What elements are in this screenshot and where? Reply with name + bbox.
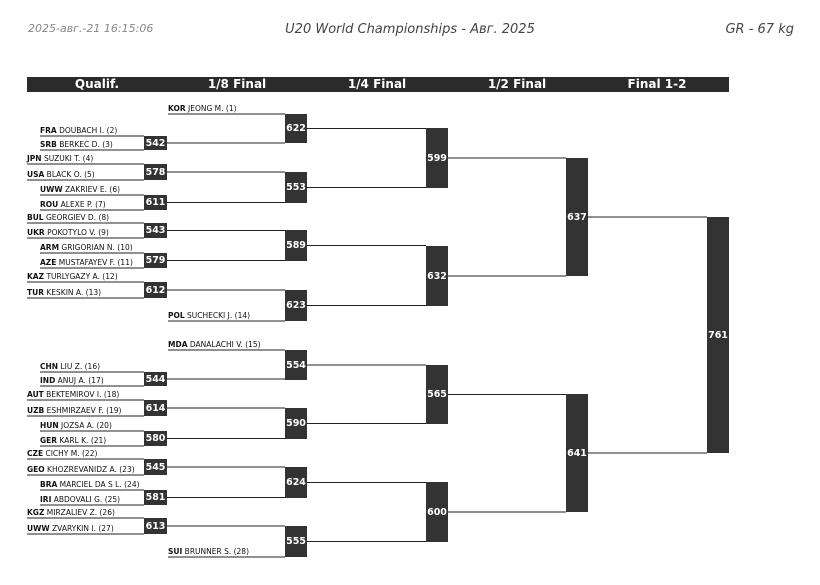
athlete-label: KHOZREVANIDZ A. (23) <box>44 465 135 474</box>
country-code: AUT <box>27 390 44 399</box>
athlete-label: KESKIN A. (13) <box>43 288 102 297</box>
athlete-name <box>27 228 109 237</box>
athlete-label: SUCHECKI J. (14) <box>184 311 251 320</box>
match-score-box: 637 <box>566 158 588 276</box>
country-code: KAZ <box>27 272 45 281</box>
country-code: SUI <box>168 547 183 556</box>
athlete-name <box>27 390 119 399</box>
country-code: BRA <box>40 480 58 489</box>
country-code: ARM <box>40 243 60 252</box>
athlete-name <box>40 421 112 430</box>
athlete-name <box>27 465 135 474</box>
athlete-label: ABDOVALI G. (25) <box>51 495 121 504</box>
match-score-box: 632 <box>426 246 448 306</box>
country-code: TUR <box>27 288 44 297</box>
weight-category: GR - 67 kg <box>725 22 794 37</box>
athlete-name <box>27 154 93 163</box>
athlete-name <box>168 104 237 113</box>
event-title: U20 World Championships - Авг. 2025 <box>285 22 535 37</box>
athlete-name <box>40 436 106 445</box>
athlete-label: DANALACHI V. (15) <box>187 340 261 349</box>
athlete-name <box>168 311 250 320</box>
match-score-box: 623 <box>285 290 307 321</box>
athlete-label: GRIGORIAN N. (10) <box>59 243 133 252</box>
country-code: USA <box>27 170 45 179</box>
match-score-box: 624 <box>285 467 307 498</box>
match-score-box: 600 <box>426 482 448 542</box>
athlete-name <box>40 140 113 149</box>
match-score-box: 555 <box>285 526 307 557</box>
athlete-name <box>27 288 101 297</box>
country-code: FRA <box>40 126 57 135</box>
athlete-label: LIU Z. (16) <box>58 362 101 371</box>
country-code: SRB <box>40 140 57 149</box>
athlete-label: TURLYGAZY A. (12) <box>44 272 118 281</box>
match-score-box: 553 <box>285 172 307 203</box>
athlete-label: ZAKRIEV E. (6) <box>62 185 121 194</box>
athlete-name <box>40 126 117 135</box>
match-score-box: 612 <box>144 282 167 298</box>
country-code: JPN <box>27 154 42 163</box>
country-code: HUN <box>40 421 59 430</box>
athlete-label: DOUBACH I. (2) <box>56 126 118 135</box>
country-code: GER <box>40 436 58 445</box>
country-code: UKR <box>27 228 45 237</box>
athlete-label: KARL K. (21) <box>57 436 107 445</box>
match-score-box: 614 <box>144 400 167 416</box>
athlete-label: MIRZALIEV Z. (26) <box>44 508 115 517</box>
match-score-box: 580 <box>145 433 166 444</box>
country-code: KGZ <box>27 508 45 517</box>
athlete-label: BEKTEMIROV I. (18) <box>43 390 120 399</box>
athlete-label: ESHMIRZAEV F. (19) <box>44 406 122 415</box>
match-score-box: 581 <box>145 492 166 503</box>
athlete-label: MARCIEL DA S L. (24) <box>57 480 140 489</box>
athlete-name <box>27 449 97 458</box>
athlete-name <box>27 508 115 517</box>
country-code: UWW <box>40 185 63 194</box>
country-code: ROU <box>40 200 59 209</box>
athlete-label: ANUJ A. (17) <box>55 376 104 385</box>
athlete-label: CICHY M. (22) <box>43 449 98 458</box>
country-code: UWW <box>27 524 50 533</box>
match-score-box: 578 <box>144 164 167 180</box>
country-code: IND <box>40 376 56 385</box>
match-score-box: 641 <box>566 394 588 512</box>
match-score-box: 761 <box>707 217 729 453</box>
country-code: AZE <box>40 258 57 267</box>
match-score-box: 565 <box>426 365 448 424</box>
match-score-box: 544 <box>145 373 166 385</box>
athlete-label: BRUNNER S. (28) <box>182 547 250 556</box>
match-score-box: 599 <box>426 128 448 188</box>
match-score-box: 613 <box>144 518 167 534</box>
round-label-qualif: Qualif. <box>74 77 120 91</box>
athlete-name <box>40 495 120 504</box>
match-score-box: 579 <box>145 255 166 266</box>
round-label-final: Final 1-2 <box>627 77 687 91</box>
athlete-name <box>168 340 261 349</box>
match-score-box: 542 <box>145 137 166 149</box>
match-score-box: 590 <box>285 408 307 439</box>
country-code: GEO <box>27 465 45 474</box>
athlete-label: JEONG M. (1) <box>185 104 237 113</box>
athlete-label: BERKEC D. (3) <box>56 140 113 149</box>
athlete-label: POKOTYLO V. (9) <box>44 228 109 237</box>
round-label-1-8: 1/8 Final <box>207 77 267 91</box>
athlete-name <box>40 243 133 252</box>
country-code: CHN <box>40 362 59 371</box>
athlete-name <box>27 213 109 222</box>
athlete-name <box>40 185 120 194</box>
athlete-name <box>27 272 118 281</box>
match-score-box: 554 <box>285 350 307 380</box>
country-code: CZE <box>27 449 44 458</box>
athlete-label: GEORGIEV D. (8) <box>43 213 110 222</box>
match-score-box: 545 <box>144 459 167 475</box>
country-code: IRI <box>40 495 52 504</box>
athlete-label: ALEXE P. (7) <box>58 200 106 209</box>
athlete-name <box>40 258 133 267</box>
athlete-label: JOZSA A. (20) <box>58 421 112 430</box>
athlete-name <box>40 200 106 209</box>
round-label-1-4: 1/4 Final <box>347 77 407 91</box>
athlete-name <box>27 170 95 179</box>
athlete-label: BLACK O. (5) <box>44 170 95 179</box>
country-code: POL <box>168 311 185 320</box>
athlete-label: ZVARYKIN I. (27) <box>49 524 114 533</box>
athlete-name <box>27 524 114 533</box>
athlete-name <box>40 362 100 371</box>
athlete-name <box>168 547 249 556</box>
athlete-label: SUZUKI T. (4) <box>41 154 94 163</box>
match-score-box: 543 <box>145 225 166 236</box>
athlete-label: MUSTAFAYEV F. (11) <box>56 258 133 267</box>
match-score-box: 589 <box>285 230 307 261</box>
match-score-box: 622 <box>285 114 307 143</box>
match-score-box: 611 <box>145 197 166 208</box>
country-code: MDA <box>168 340 188 349</box>
timestamp: 2025-авг.-21 16:15:06 <box>28 22 154 35</box>
athlete-name <box>40 480 140 489</box>
country-code: KOR <box>168 104 186 113</box>
country-code: BUL <box>27 213 44 222</box>
athlete-name <box>27 406 121 415</box>
country-code: UZB <box>27 406 45 415</box>
athlete-name <box>40 376 104 385</box>
round-label-1-2: 1/2 Final <box>487 77 547 91</box>
